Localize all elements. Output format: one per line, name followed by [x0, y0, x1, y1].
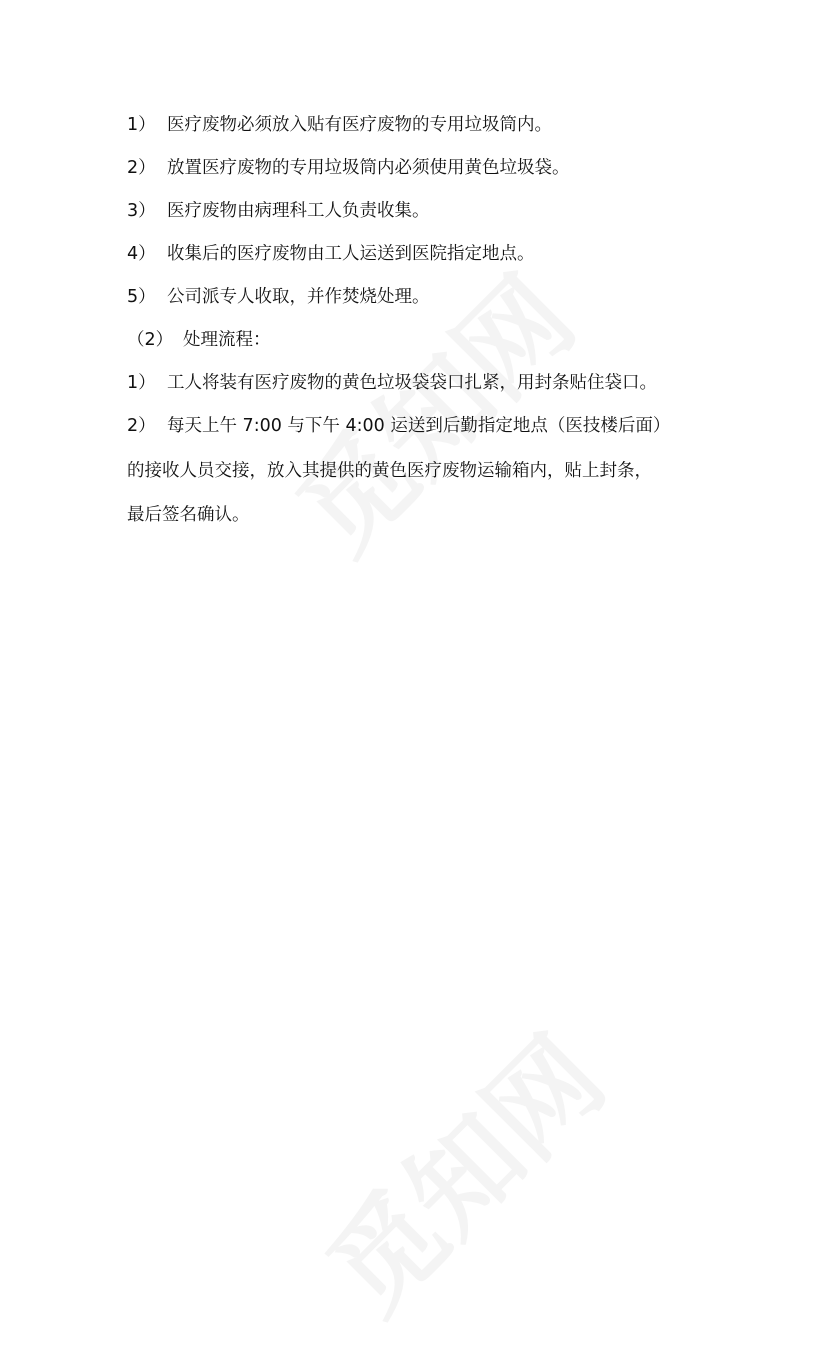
item-text: 公司派专人收取，并作焚烧处理。: [167, 287, 430, 307]
item-text: 医疗废物必须放入贴有医疗废物的专用垃圾筒内。: [167, 115, 552, 135]
item-number: 1）: [127, 115, 156, 135]
item-text: 收集后的医疗废物由工人运送到医院指定地点。: [167, 244, 535, 264]
item-number: 5）: [127, 287, 156, 307]
list-item: [127, 285, 430, 309]
item-number: 4）: [127, 244, 156, 264]
section-heading: [127, 328, 271, 352]
list-item: [127, 414, 670, 438]
list-item: [127, 113, 552, 137]
item-number: 2）: [127, 416, 156, 436]
item-text: 放置医疗废物的专用垃圾筒内必须使用黄色垃圾袋。: [167, 158, 570, 178]
watermark: [277, 986, 643, 1352]
item-number: 1）: [127, 373, 156, 393]
item-number: 3）: [127, 201, 156, 221]
list-item: [127, 156, 570, 180]
item-number: 2）: [127, 158, 156, 178]
list-item: [127, 199, 430, 223]
paragraph-continuation: 最后签名确认。: [127, 505, 250, 525]
watermark: [247, 226, 613, 592]
list-item: [127, 371, 657, 395]
section-number: （2）: [127, 330, 174, 350]
section-title: 处理流程：: [183, 330, 271, 350]
paragraph-continuation: 的接收人员交接，放入其提供的黄色医疗废物运输箱内，贴上封条，: [127, 461, 652, 481]
item-text: 医疗废物由病理科工人负责收集。: [167, 201, 430, 221]
list-item: [127, 242, 535, 266]
item-text: 每天上午 7:00 与下午 4:00 运送到后勤指定地点（医技楼后面）: [167, 416, 671, 436]
item-text: 工人将装有医疗废物的黄色垃圾袋袋口扎紧，用封条贴住袋口。: [167, 373, 657, 393]
